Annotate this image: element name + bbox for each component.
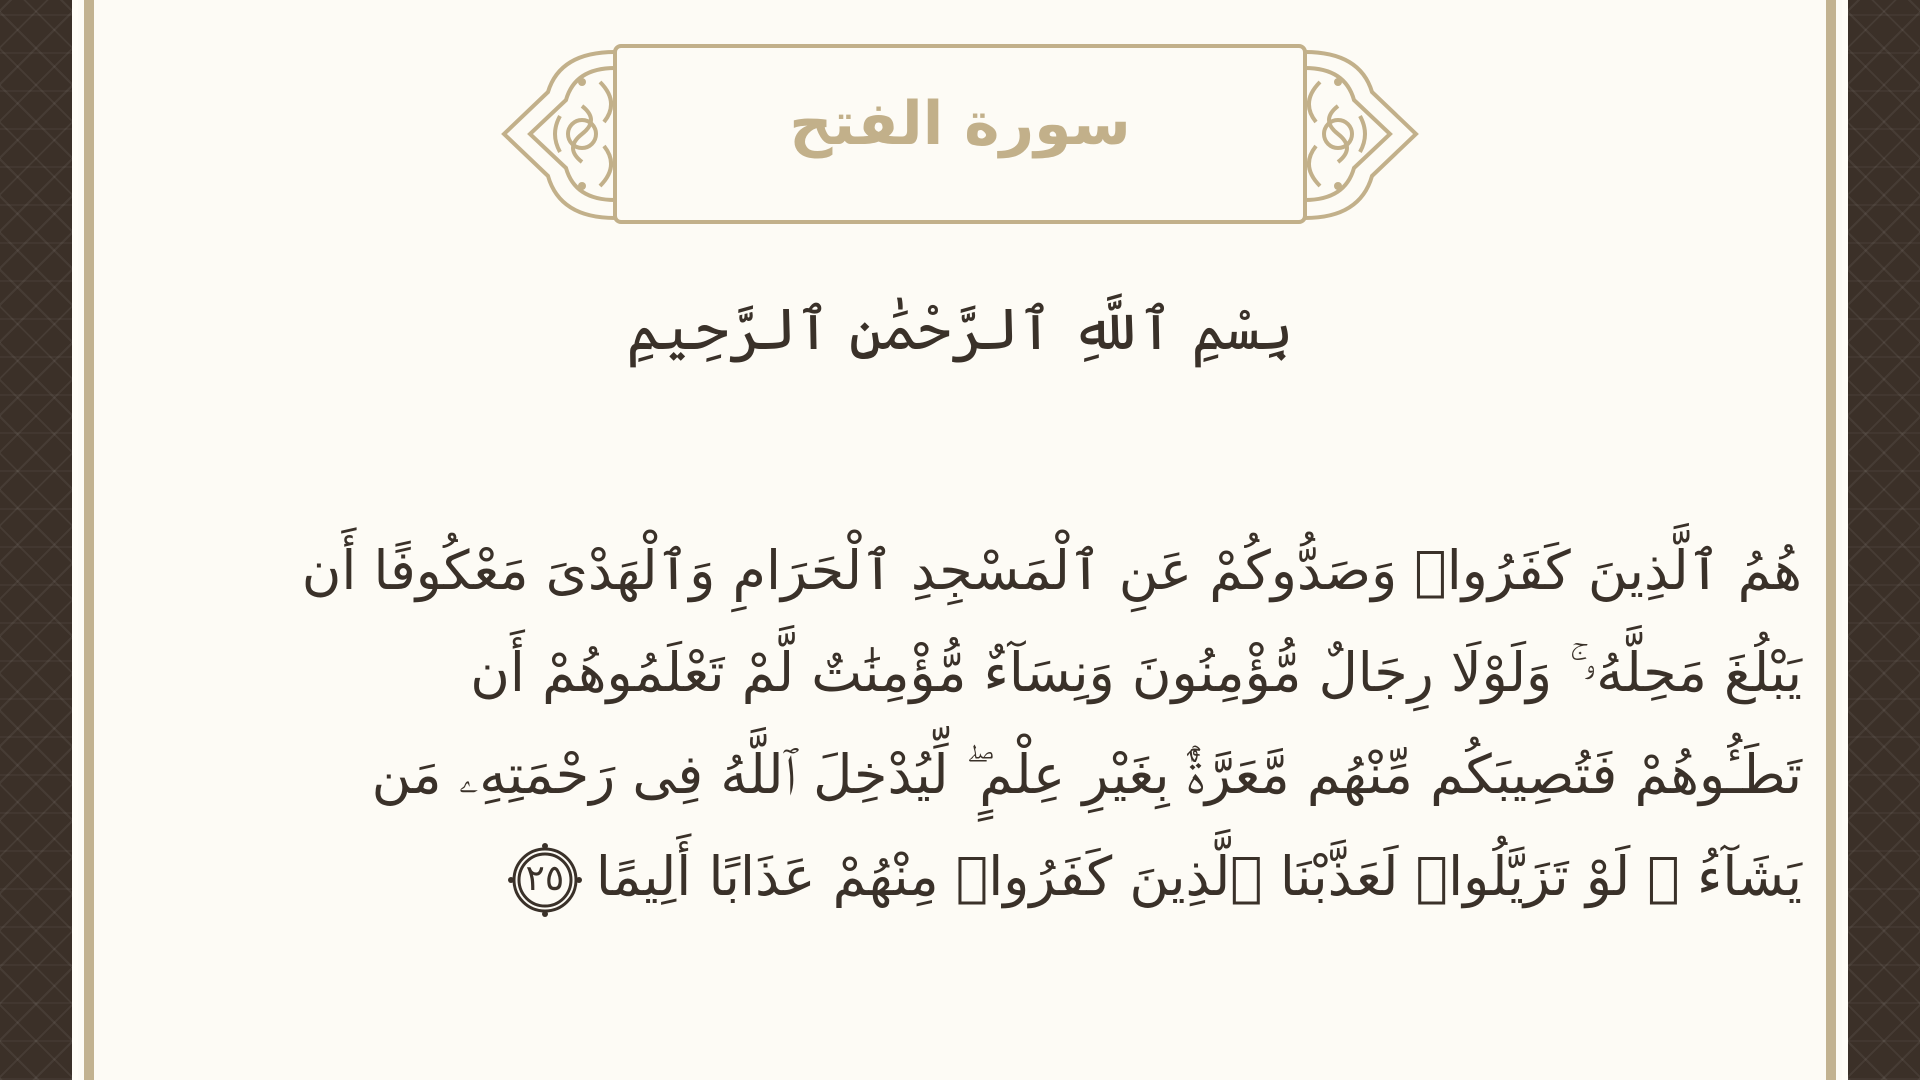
ayah-line-4-text: يَشَآءُ ۚ لَوْ تَزَيَّلُوا۟ لَعَذَّبْنَا ٱلَّذِينَ كَفَرُوا۟ مِنْهُمْ عَذَابًا أَلِيمًا: [595, 845, 1802, 908]
left-ornamental-border: [0, 0, 72, 1080]
page-rule-left: [84, 0, 94, 1080]
ayah-line-1: هُمُ ٱلَّذِينَ كَفَرُوا۟ وَصَدُّوكُمْ عَنِ ٱلْمَسْجِدِ ٱلْحَرَامِ وَٱلْهَدْىَ مَعْكُوفًا أَن: [301, 539, 1802, 602]
page-rule-right: [1826, 0, 1836, 1080]
ayah-text-block: [232, 520, 1802, 928]
surah-header-cartouche: [500, 42, 1420, 228]
ayah-number: ٢٥: [525, 858, 565, 900]
basmala: بِسْمِ ٱللَّهِ ٱلرَّحْمَٰنِ ٱلرَّحِيمِ: [626, 295, 1294, 363]
ayah-end-marker: [508, 843, 582, 917]
right-ornamental-border: [1848, 0, 1920, 1080]
surah-title: سورة الفتح: [789, 89, 1131, 159]
page-edge-right: [1842, 0, 1848, 1080]
ayah-line-4: [232, 826, 1802, 928]
page-edge-left: [72, 0, 78, 1080]
ayah-line-2: يَبْلُغَ مَحِلَّهُۥ ۚ وَلَوْلَا رِجَالٌ مُّؤْمِنُونَ وَنِسَآءٌ مُّؤْمِنَٰتٌ لَّمْ تَعْلَمُوهُمْ أَن: [470, 641, 1802, 704]
ayah-line-3: تَطَـُٔوهُمْ فَتُصِيبَكُم مِّنْهُم مَّعَرَّةٌۢ بِغَيْرِ عِلْمٍ ۖ لِّيُدْخِلَ ٱللَّهُ فِى رَحْمَتِهِۦ مَن: [371, 743, 1802, 806]
